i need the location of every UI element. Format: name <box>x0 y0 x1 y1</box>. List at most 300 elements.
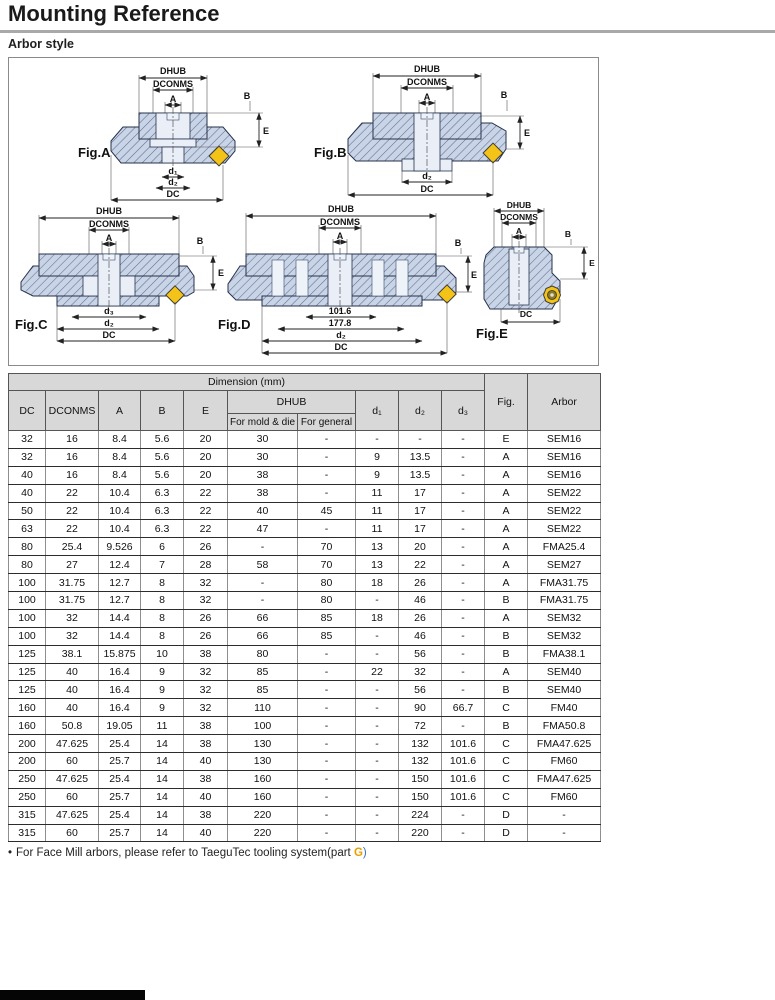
table-cell: - <box>298 484 356 502</box>
table-cell: - <box>298 520 356 538</box>
table-cell: 250 <box>9 770 46 788</box>
table-cell: 10 <box>141 645 184 663</box>
table-cell: 8.4 <box>99 466 141 484</box>
table-cell: - <box>442 609 485 627</box>
table-cell: FMA38.1 <box>528 645 601 663</box>
table-cell: 14 <box>141 788 184 806</box>
column-header-d1: d₁ <box>356 391 399 431</box>
table-cell: 22 <box>184 484 228 502</box>
table-cell: 90 <box>399 699 442 717</box>
table-cell: A <box>485 663 528 681</box>
table-cell: 132 <box>399 735 442 753</box>
page-edge-bar <box>0 990 145 1000</box>
table-cell: 14.4 <box>99 609 141 627</box>
dim-label-b: B <box>196 236 204 246</box>
table-cell: 25.4 <box>99 806 141 824</box>
table-cell: 25.4 <box>46 538 99 556</box>
table-cell: C <box>485 735 528 753</box>
table-cell: 110 <box>228 699 298 717</box>
table-cell: 220 <box>228 824 298 842</box>
table-cell: 47.625 <box>46 806 99 824</box>
column-header-dconms: DCONMS <box>46 391 99 431</box>
table-row <box>9 663 601 681</box>
dim-label-b: B <box>243 91 251 101</box>
part-g-letter: G <box>353 847 363 859</box>
table-cell: 56 <box>399 681 442 699</box>
table-cell: 32 <box>46 609 99 627</box>
table-cell: 85 <box>228 681 298 699</box>
table-cell: 25.4 <box>99 735 141 753</box>
table-row <box>9 824 601 842</box>
figure-e <box>476 199 601 354</box>
dim-label-1016: 101.6 <box>328 306 352 316</box>
table-cell: 28 <box>184 556 228 574</box>
table-cell: C <box>485 788 528 806</box>
table-cell: - <box>298 431 356 449</box>
table-cell: 8 <box>141 627 184 645</box>
dim-label-dconms: DCONMS <box>89 219 129 229</box>
table-cell: 26 <box>184 609 228 627</box>
table-cell: - <box>442 556 485 574</box>
table-cell: A <box>485 609 528 627</box>
table-cell: FMA31.75 <box>528 592 601 610</box>
arbor-figure-panel <box>8 57 599 366</box>
footnote <box>8 847 367 859</box>
table-row <box>9 448 601 466</box>
dim-label-d2: d₂ <box>336 330 346 340</box>
table-cell: 9 <box>356 466 399 484</box>
table-cell: 17 <box>399 502 442 520</box>
dimension-table <box>8 373 601 842</box>
dim-label-a: A <box>169 94 177 104</box>
table-cell: 45 <box>298 502 356 520</box>
table-cell: 80 <box>9 538 46 556</box>
table-cell: D <box>485 824 528 842</box>
table-cell: - <box>442 681 485 699</box>
dim-label-d2: d₂ <box>168 177 178 187</box>
table-cell: 22 <box>46 502 99 520</box>
table-cell: - <box>356 645 399 663</box>
table-cell: 11 <box>356 484 399 502</box>
table-cell: 26 <box>399 609 442 627</box>
table-row <box>9 753 601 771</box>
table-cell: 38.1 <box>46 645 99 663</box>
table-cell: 13.5 <box>399 448 442 466</box>
table-cell: 9.526 <box>99 538 141 556</box>
figure-label: Fig.D <box>218 317 251 332</box>
table-body <box>9 431 601 842</box>
table-cell: - <box>442 484 485 502</box>
table-cell: 63 <box>9 520 46 538</box>
table-cell: - <box>356 806 399 824</box>
table-cell: 32 <box>184 663 228 681</box>
table-cell: - <box>442 520 485 538</box>
table-cell: SEM16 <box>528 466 601 484</box>
table-cell: 130 <box>228 735 298 753</box>
table-cell: 160 <box>9 699 46 717</box>
table-cell: 26 <box>399 574 442 592</box>
table-cell: 72 <box>399 717 442 735</box>
table-cell: - <box>228 592 298 610</box>
dim-label-e: E <box>470 270 478 280</box>
table-row <box>9 574 601 592</box>
table-cell: 58 <box>228 556 298 574</box>
section-subtitle: Arbor style <box>8 37 74 51</box>
table-row <box>9 770 601 788</box>
table-cell: - <box>298 806 356 824</box>
table-cell: 32 <box>184 592 228 610</box>
dim-label-a: A <box>336 231 344 241</box>
table-row <box>9 806 601 824</box>
table-cell: B <box>485 627 528 645</box>
table-cell: 38 <box>228 484 298 502</box>
table-cell: 5.6 <box>141 466 184 484</box>
table-cell: 80 <box>9 556 46 574</box>
table-cell: 8 <box>141 609 184 627</box>
table-cell: - <box>356 717 399 735</box>
table-cell: 101.6 <box>442 735 485 753</box>
table-cell: - <box>298 753 356 771</box>
column-header-mold-die: For mold & die <box>228 414 298 431</box>
dim-label-dc: DC <box>420 184 434 194</box>
table-cell: C <box>485 753 528 771</box>
table-cell: 100 <box>228 717 298 735</box>
table-cell: 31.75 <box>46 592 99 610</box>
table-cell: 40 <box>9 466 46 484</box>
table-cell: 200 <box>9 753 46 771</box>
table-cell: 60 <box>46 753 99 771</box>
table-cell: 40 <box>46 699 99 717</box>
table-cell: - <box>356 681 399 699</box>
table-cell: 16.4 <box>99 699 141 717</box>
table-cell: 125 <box>9 681 46 699</box>
footnote-paren: ) <box>362 847 367 859</box>
table-cell: - <box>442 824 485 842</box>
dim-label-dhub: DHUB <box>506 200 532 210</box>
table-cell: A <box>485 502 528 520</box>
table-cell: 220 <box>399 824 442 842</box>
table-cell: - <box>356 431 399 449</box>
table-cell: 50 <box>9 502 46 520</box>
table-cell: 9 <box>141 681 184 699</box>
table-cell: - <box>356 592 399 610</box>
table-cell: - <box>228 538 298 556</box>
table-cell: 19.05 <box>99 717 141 735</box>
table-cell: 14 <box>141 770 184 788</box>
table-row <box>9 681 601 699</box>
table-cell: - <box>298 788 356 806</box>
table-cell: 20 <box>399 538 442 556</box>
table-cell: 40 <box>9 484 46 502</box>
table-cell: SEM32 <box>528 609 601 627</box>
table-row <box>9 592 601 610</box>
table-cell: 38 <box>184 717 228 735</box>
table-cell: - <box>442 448 485 466</box>
dim-label-d2: d₂ <box>422 171 432 181</box>
table-cell: 31.75 <box>46 574 99 592</box>
table-cell: FMA25.4 <box>528 538 601 556</box>
dim-label-a: A <box>423 92 431 102</box>
table-cell: 9 <box>356 448 399 466</box>
table-cell: 6 <box>141 538 184 556</box>
table-cell: - <box>442 806 485 824</box>
table-cell: - <box>298 645 356 663</box>
table-cell: - <box>442 538 485 556</box>
table-cell: 46 <box>399 592 442 610</box>
dim-label-a: A <box>515 226 523 236</box>
table-cell: 22 <box>399 556 442 574</box>
table-cell: - <box>298 699 356 717</box>
table-cell: 25.7 <box>99 824 141 842</box>
table-cell: 25.7 <box>99 788 141 806</box>
table-cell: C <box>485 770 528 788</box>
table-cell: - <box>356 699 399 717</box>
column-header-fig: Fig. <box>485 374 528 431</box>
table-cell: 150 <box>399 770 442 788</box>
table-cell: 15.875 <box>99 645 141 663</box>
table-cell: 11 <box>141 717 184 735</box>
dim-label-b: B <box>564 229 572 239</box>
table-cell: 85 <box>298 627 356 645</box>
table-cell: 56 <box>399 645 442 663</box>
table-cell: 47 <box>228 520 298 538</box>
table-cell: 47.625 <box>46 770 99 788</box>
table-cell: 101.6 <box>442 770 485 788</box>
table-cell: 22 <box>184 520 228 538</box>
bullet-icon: • <box>8 847 13 859</box>
title-rule <box>0 30 775 33</box>
table-cell: FM40 <box>528 699 601 717</box>
table-cell: 32 <box>46 627 99 645</box>
table-cell: - <box>298 824 356 842</box>
table-cell: - <box>442 627 485 645</box>
table-cell: 40 <box>228 502 298 520</box>
table-cell: SEM40 <box>528 681 601 699</box>
table-cell: - <box>298 681 356 699</box>
table-cell: 8 <box>141 574 184 592</box>
table-row <box>9 556 601 574</box>
table-row <box>9 431 601 449</box>
table-cell: SEM22 <box>528 502 601 520</box>
table-cell: SEM16 <box>528 448 601 466</box>
table-cell: - <box>528 806 601 824</box>
table-cell: 80 <box>228 645 298 663</box>
table-cell: 50.8 <box>46 717 99 735</box>
table-cell: 250 <box>9 788 46 806</box>
table-cell: 14 <box>141 735 184 753</box>
table-cell: 5.6 <box>141 431 184 449</box>
table-cell: - <box>228 574 298 592</box>
table-row <box>9 538 601 556</box>
table-cell: 60 <box>46 788 99 806</box>
table-cell: 40 <box>46 681 99 699</box>
table-cell: 16 <box>46 466 99 484</box>
table-cell: 20 <box>184 431 228 449</box>
table-cell: A <box>485 466 528 484</box>
table-cell: 17 <box>399 484 442 502</box>
table-cell: C <box>485 699 528 717</box>
table-cell: - <box>442 717 485 735</box>
table-cell: 32 <box>184 699 228 717</box>
table-cell: - <box>399 431 442 449</box>
column-header-d3: d₃ <box>442 391 485 431</box>
table-cell: 16 <box>46 431 99 449</box>
table-cell: - <box>442 592 485 610</box>
dim-label-d3: d₃ <box>104 306 114 316</box>
column-header-b: B <box>141 391 184 431</box>
table-cell: SEM22 <box>528 520 601 538</box>
table-cell: SEM32 <box>528 627 601 645</box>
table-cell: - <box>356 824 399 842</box>
table-cell: 13.5 <box>399 466 442 484</box>
table-cell: 32 <box>184 574 228 592</box>
table-cell: 60 <box>46 824 99 842</box>
table-cell: - <box>298 770 356 788</box>
dim-label-e: E <box>217 268 225 278</box>
table-cell: FM60 <box>528 753 601 771</box>
table-cell: 16 <box>46 448 99 466</box>
table-cell: - <box>298 735 356 753</box>
table-row <box>9 609 601 627</box>
dim-label-a: A <box>105 233 113 243</box>
table-cell: 220 <box>228 806 298 824</box>
figure-label: Fig.E <box>476 326 508 341</box>
page-title: Mounting Reference <box>8 1 220 26</box>
table-cell: 14 <box>141 753 184 771</box>
table-cell: - <box>442 663 485 681</box>
table-cell: A <box>485 556 528 574</box>
table-cell: 80 <box>298 592 356 610</box>
table-cell: 6.3 <box>141 502 184 520</box>
table-cell: A <box>485 484 528 502</box>
table-cell: 32 <box>9 431 46 449</box>
table-cell: 85 <box>298 609 356 627</box>
table-cell: 8 <box>141 592 184 610</box>
table-row <box>9 788 601 806</box>
table-cell: - <box>442 431 485 449</box>
table-cell: 47.625 <box>46 735 99 753</box>
table-cell: A <box>485 538 528 556</box>
dim-label-dconms: DCONMS <box>407 77 447 87</box>
table-cell: - <box>356 627 399 645</box>
table-cell: 66.7 <box>442 699 485 717</box>
table-cell: 8.4 <box>99 448 141 466</box>
figure-label: Fig.B <box>314 145 347 160</box>
table-cell: 18 <box>356 574 399 592</box>
table-cell: SEM16 <box>528 431 601 449</box>
table-cell: 22 <box>46 484 99 502</box>
table-cell: - <box>528 824 601 842</box>
dim-label-dconms: DCONMS <box>320 217 360 227</box>
dim-label-d2: d₂ <box>104 318 114 328</box>
table-cell: FMA47.625 <box>528 770 601 788</box>
column-header-general: For general <box>298 414 356 431</box>
table-group-header: Dimension (mm) <box>9 374 485 391</box>
column-header-a: A <box>99 391 141 431</box>
table-cell: 12.7 <box>99 574 141 592</box>
table-cell: 38 <box>184 645 228 663</box>
figure-d <box>214 204 478 365</box>
table-cell: - <box>442 645 485 663</box>
table-row <box>9 717 601 735</box>
table-cell: - <box>356 735 399 753</box>
table-cell: 224 <box>399 806 442 824</box>
figure-a <box>23 61 308 206</box>
table-cell: 101.6 <box>442 753 485 771</box>
dim-label-b: B <box>454 238 462 248</box>
dim-label-dhub: DHUB <box>414 64 440 74</box>
column-header-dc: DC <box>9 391 46 431</box>
round-insert-icon <box>544 286 561 304</box>
table-cell: 14 <box>141 806 184 824</box>
dim-label-dc: DC <box>334 342 348 352</box>
table-cell: - <box>356 788 399 806</box>
column-header-e: E <box>184 391 228 431</box>
table-cell: - <box>356 753 399 771</box>
table-row <box>9 502 601 520</box>
dim-label-e: E <box>262 126 270 136</box>
table-cell: 22 <box>356 663 399 681</box>
table-cell: 9 <box>141 699 184 717</box>
table-cell: 150 <box>399 788 442 806</box>
table-cell: 32 <box>9 448 46 466</box>
table-cell: A <box>485 520 528 538</box>
table-row <box>9 735 601 753</box>
table-cell: B <box>485 645 528 663</box>
table-cell: 40 <box>184 824 228 842</box>
table-cell: 38 <box>184 735 228 753</box>
table-cell: 32 <box>184 681 228 699</box>
table-cell: 200 <box>9 735 46 753</box>
table-cell: 10.4 <box>99 520 141 538</box>
table-row <box>9 645 601 663</box>
table-row <box>9 699 601 717</box>
table-cell: - <box>442 466 485 484</box>
table-cell: D <box>485 806 528 824</box>
table-cell: 20 <box>184 448 228 466</box>
table-cell: 40 <box>46 663 99 681</box>
table-cell: 315 <box>9 824 46 842</box>
table-cell: 30 <box>228 431 298 449</box>
table-cell: 22 <box>184 502 228 520</box>
table-cell: 315 <box>9 806 46 824</box>
table-cell: 132 <box>399 753 442 771</box>
table-cell: 10.4 <box>99 484 141 502</box>
table-cell: 20 <box>184 466 228 484</box>
dim-label-dconms: DCONMS <box>500 212 538 222</box>
table-row <box>9 520 601 538</box>
table-cell: 27 <box>46 556 99 574</box>
figure-b <box>306 61 601 206</box>
table-cell: 12.4 <box>99 556 141 574</box>
table-cell: 40 <box>184 788 228 806</box>
figure-c <box>11 204 229 364</box>
table-cell: 17 <box>399 520 442 538</box>
table-cell: 26 <box>184 627 228 645</box>
table-cell: 85 <box>228 663 298 681</box>
table-cell: - <box>298 663 356 681</box>
table-cell: 26 <box>184 538 228 556</box>
table-cell: 70 <box>298 556 356 574</box>
table-cell: SEM22 <box>528 484 601 502</box>
dim-label-dconms: DCONMS <box>153 79 193 89</box>
dim-label-dc: DC <box>102 330 116 340</box>
dim-label-1778: 177.8 <box>328 318 352 328</box>
table-cell: 100 <box>9 574 46 592</box>
table-cell: 10.4 <box>99 502 141 520</box>
table-cell: 100 <box>9 627 46 645</box>
column-header-d2: d₂ <box>399 391 442 431</box>
